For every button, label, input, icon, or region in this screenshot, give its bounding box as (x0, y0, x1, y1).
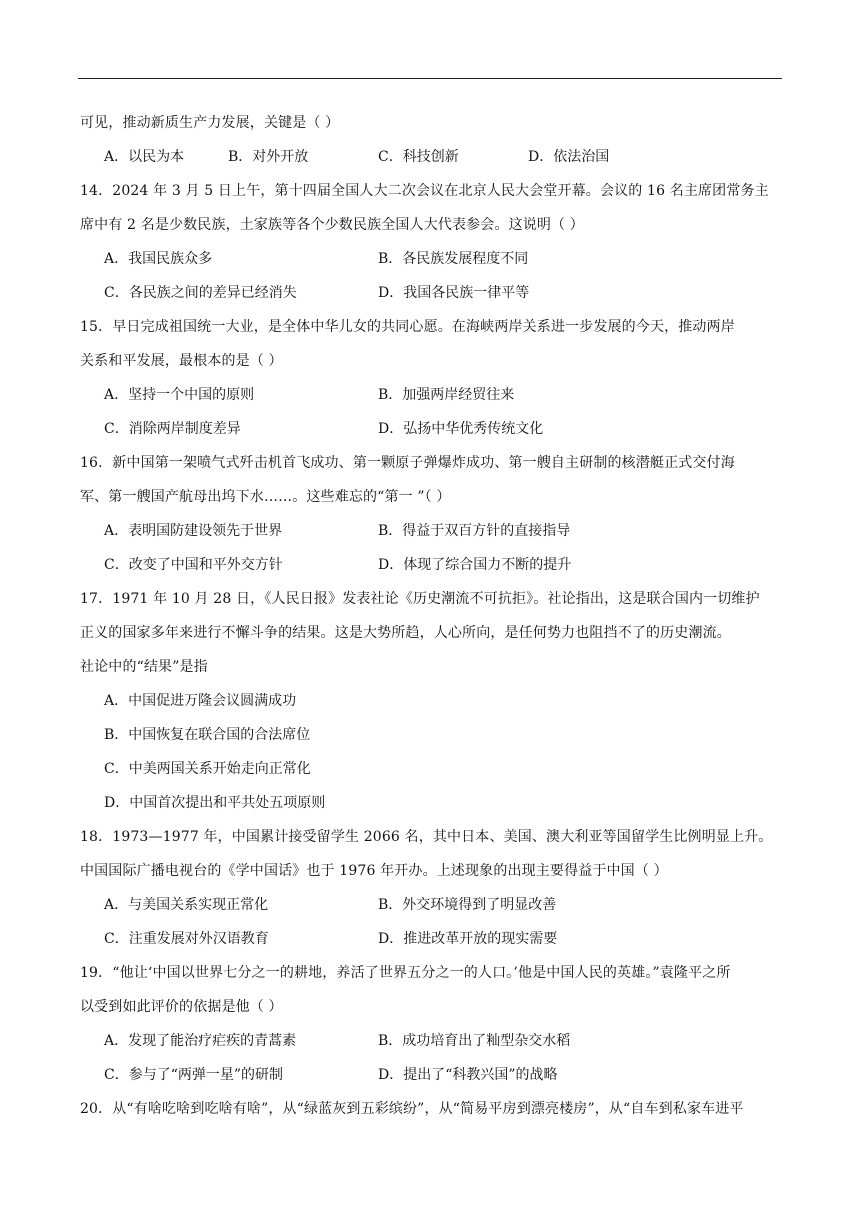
q16-option-d[interactable]: D．体现了综合国力不断的提升 (378, 557, 572, 573)
q17-stem-line3: 社论中的“结果”是指 (80, 659, 208, 675)
q13-option-d[interactable]: D．依法治国 (528, 149, 610, 165)
q19-stem-line1: 19．“他让‘中国以世界七分之一的耕地，养活了世界五分之一的人口。’他是中国人民的英雄。”袁隆平之所 (80, 965, 731, 981)
q19-option-a[interactable]: A．发现了能治疗疟疾的青蒿素 (104, 1033, 297, 1049)
q18-options-row2 (80, 922, 784, 956)
q15-stem-line1: 15．早日完成祖国统一大业，是全体中华儿女的共同心愿。在海峡两岸关系进一步发展的今天，推动两岸 (80, 319, 735, 335)
q15-option-d[interactable]: D．弘扬中华优秀传统文化 (378, 421, 544, 437)
q13-stem: 可见，推动新质生产力发展，关键是（ ） (80, 115, 340, 131)
q20-stem-line1: 20．从“有啥吃啥到吃啥有啥”，从“绿蓝灰到五彩缤纷”，从“简易平房到漂亮楼房”，从“自车到私家车进平 (80, 1101, 744, 1117)
q14-options-row2 (80, 276, 784, 310)
q17-option-a[interactable]: A．中国促进万隆会议圆满成功 (104, 693, 297, 709)
q18-option-b[interactable]: B．外交环境得到了明显改善 (378, 897, 557, 913)
q14-option-b[interactable]: B．各民族发展程度不同 (378, 251, 529, 267)
question-list (80, 106, 784, 1126)
q14-stem-line1: 14．2024 年 3 月 5 日上午，第十四届全国人大二次会议在北京人民大会堂开幕。会议的 16 名主席团常务主 (80, 183, 769, 199)
q16-option-c[interactable]: C．改变了中国和平外交方针 (104, 557, 283, 573)
q15-option-a[interactable]: A．坚持一个中国的原则 (104, 387, 255, 403)
q17-option-d[interactable]: D．中国首次提出和平共处五项原则 (104, 795, 326, 811)
q14-option-a[interactable]: A．我国民族众多 (104, 251, 213, 267)
q16-stem-line1: 16．新中国第一架喷气式歼击机首飞成功、第一颗原子弹爆炸成功、第一艘自主研制的核潜艇正式交付海 (80, 455, 735, 471)
q16-option-b[interactable]: B．得益于双百方针的直接指导 (378, 523, 571, 539)
q18-option-c[interactable]: C．注重发展对外汉语教育 (104, 931, 269, 947)
q14-stem-line2: 席中有 2 名是少数民族，土家族等各个少数民族全国人大代表参会。这说明（ ） (80, 217, 584, 233)
header-rule (78, 78, 782, 79)
q19-option-c[interactable]: C．参与了“两弹一星”的研制 (104, 1067, 284, 1083)
q17-stem-line2: 正义的国家多年来进行不懈斗争的结果。这是大势所趋，人心所向，是任何势力也阻挡不了的历史潮流。 (80, 625, 731, 641)
q18-stem-line2: 中国国际广播电视台的《学中国话》也于 1976 年开办。上述现象的出现主要得益于中国（ ） (80, 863, 668, 879)
q18-options-row1 (80, 888, 784, 922)
q15-options-row2 (80, 412, 784, 446)
q16-option-a[interactable]: A．表明国防建设领先于世界 (104, 523, 283, 539)
q16-options-row1 (80, 514, 784, 548)
q14-options-row1 (80, 242, 784, 276)
q17-option-b[interactable]: B．中国恢复在联合国的合法席位 (104, 727, 311, 743)
q14-option-c[interactable]: C．各民族之间的差异已经消失 (104, 285, 297, 301)
q13-option-a[interactable]: A．以民为本 (104, 149, 185, 165)
q16-stem-line2: 军、第一艘国产航母出坞下水……。这些难忘的“第一 ”（ ） (80, 489, 451, 505)
q15-stem-line2: 关系和平发展，最根本的是（ ） (80, 353, 283, 369)
q13-options (80, 140, 784, 174)
q15-options-row1 (80, 378, 784, 412)
q18-option-a[interactable]: A．与美国关系实现正常化 (104, 897, 269, 913)
q19-option-d[interactable]: D．提出了“科教兴国”的战略 (378, 1067, 558, 1083)
q19-options-row1 (80, 1024, 784, 1058)
q15-option-c[interactable]: C．消除两岸制度差异 (104, 421, 241, 437)
q16-options-row2 (80, 548, 784, 582)
q18-stem-line1: 18．1973—1977 年，中国累计接受留学生 2066 名，其中日本、美国、澳大利亚等国留学生比例明显上升。 (80, 829, 773, 845)
q13-option-c[interactable]: C．科技创新 (378, 149, 459, 165)
q19-option-b[interactable]: B．成功培育出了籼型杂交水稻 (378, 1033, 571, 1049)
q18-option-d[interactable]: D．推进改革开放的现实需要 (378, 931, 558, 947)
q17-stem-line1: 17．1971 年 10 月 28 日，《人民日报》发表社论《历史潮流不可抗拒》。社论指出，这是联合国内一切维护 (80, 591, 760, 607)
q13-option-b[interactable]: B．对外开放 (228, 149, 309, 165)
q15-option-b[interactable]: B．加强两岸经贸往来 (378, 387, 515, 403)
q19-stem-line2: 以受到如此评价的依据是他（ ） (80, 999, 283, 1015)
q19-options-row2 (80, 1058, 784, 1092)
q17-option-c[interactable]: C．中美两国关系开始走向正常化 (104, 761, 311, 777)
q14-option-d[interactable]: D．我国各民族一律平等 (378, 285, 530, 301)
